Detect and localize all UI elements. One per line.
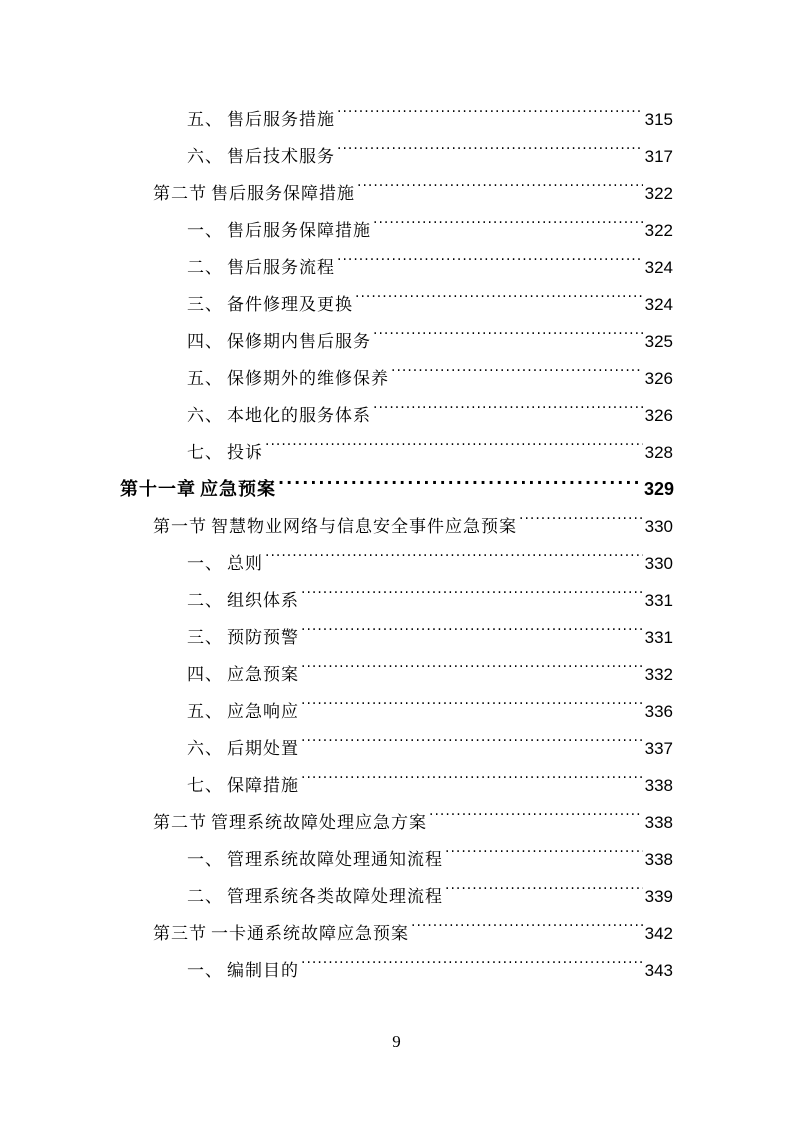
toc-page-number: 343 <box>644 961 673 980</box>
toc-entry-number: 一、 <box>187 850 223 870</box>
toc-leader-dots <box>278 477 642 495</box>
toc-entry[interactable] <box>187 619 673 656</box>
toc-entry-title <box>120 471 276 508</box>
toc-page-number: 337 <box>644 739 673 758</box>
toc-entry-label: 应急预案 <box>227 665 299 685</box>
toc-leader-dots <box>445 884 643 902</box>
toc-entry-number: 三、 <box>187 628 223 648</box>
toc-leader-dots <box>301 662 643 680</box>
toc-leader-dots <box>411 921 643 939</box>
toc-entry-number: 一、 <box>187 961 223 981</box>
toc-leader-dots <box>301 958 643 976</box>
toc-entry[interactable] <box>153 804 673 841</box>
toc-page-number: 330 <box>644 517 673 536</box>
toc-page-number: 324 <box>644 258 673 277</box>
toc-entry[interactable] <box>187 249 673 286</box>
toc-entry[interactable] <box>187 693 673 730</box>
toc-entry[interactable] <box>187 212 673 249</box>
toc-page-number: 330 <box>644 554 673 573</box>
toc-page-number: 322 <box>644 221 673 240</box>
toc-entry-number: 五、 <box>187 702 223 722</box>
toc-page-number: 324 <box>644 295 673 314</box>
toc-entry-title <box>187 620 299 657</box>
toc-entry-title <box>187 324 371 361</box>
toc-entry[interactable] <box>187 397 673 434</box>
toc-entry[interactable] <box>187 360 673 397</box>
toc-entry[interactable] <box>187 582 673 619</box>
toc-leader-dots <box>429 810 643 828</box>
toc-entry-label: 保修期外的维修保养 <box>227 369 389 389</box>
toc-entry-title <box>187 213 371 250</box>
toc-entry-number: 第三节 <box>153 924 207 944</box>
toc-entry-number: 六、 <box>187 739 223 759</box>
toc-entry-label: 管理系统故障处理通知流程 <box>227 850 443 870</box>
page-number: 9 <box>392 1032 401 1051</box>
toc-entry-number: 第一节 <box>153 517 207 537</box>
toc-entry-number: 第二节 <box>153 184 207 204</box>
toc-entry[interactable] <box>187 656 673 693</box>
toc-entry-label: 管理系统各类故障处理流程 <box>227 887 443 907</box>
toc-page-number: 331 <box>644 628 673 647</box>
toc-entry-title <box>153 176 355 213</box>
toc-entry-number: 五、 <box>187 369 223 389</box>
toc-entry-label: 应急预案 <box>200 479 276 500</box>
toc-entry-title <box>187 657 299 694</box>
toc-entry[interactable] <box>187 730 673 767</box>
toc-page-number: 339 <box>644 887 673 906</box>
toc-entry-label: 售后服务保障措施 <box>227 221 371 241</box>
toc-leader-dots <box>337 144 643 162</box>
toc-page-number: 325 <box>644 332 673 351</box>
toc-entry-number: 三、 <box>187 295 223 315</box>
toc-entry[interactable] <box>187 952 673 989</box>
toc-entry-label: 智慧物业网络与信息安全事件应急预案 <box>211 517 517 537</box>
toc-entry-number: 七、 <box>187 443 223 463</box>
toc-leader-dots <box>357 181 643 199</box>
toc-entry[interactable] <box>153 915 673 952</box>
toc-leader-dots <box>301 736 643 754</box>
toc-leader-dots <box>337 107 643 125</box>
toc-entry[interactable] <box>187 841 673 878</box>
toc-entry-title <box>187 287 353 324</box>
toc-entry[interactable] <box>187 878 673 915</box>
toc-entry-number: 二、 <box>187 591 223 611</box>
toc-entry[interactable] <box>187 138 673 175</box>
toc-leader-dots <box>445 847 643 865</box>
toc-entry-label: 组织体系 <box>227 591 299 611</box>
toc-entry-number: 二、 <box>187 887 223 907</box>
toc-entry-title <box>187 953 299 990</box>
toc-entry[interactable] <box>187 767 673 804</box>
toc-entry-number: 七、 <box>187 776 223 796</box>
toc-entry-chapter[interactable] <box>120 471 674 508</box>
toc-entry-label: 售后技术服务 <box>227 147 335 167</box>
toc-leader-dots <box>355 292 643 310</box>
toc-leader-dots <box>373 218 643 236</box>
toc-page-number: 326 <box>644 369 673 388</box>
toc-leader-dots <box>337 255 643 273</box>
toc-entry-label: 应急响应 <box>227 702 299 722</box>
toc-entry-label: 管理系统故障处理应急方案 <box>211 813 427 833</box>
toc-entry-number: 第二节 <box>153 813 207 833</box>
toc-entry-title <box>153 509 517 546</box>
toc-leader-dots <box>301 625 643 643</box>
toc-page-number: 315 <box>644 110 673 129</box>
toc-entry[interactable] <box>153 508 673 545</box>
toc-entry-title <box>187 731 299 768</box>
toc-entry-number: 第十一章 <box>120 479 196 500</box>
toc-entry-number: 四、 <box>187 332 223 352</box>
toc-entry-label: 保修期内售后服务 <box>227 332 371 352</box>
toc-entry-title <box>187 768 299 805</box>
toc-entry-title <box>187 435 263 472</box>
toc-leader-dots <box>301 699 643 717</box>
toc-entry-label: 售后服务流程 <box>227 258 335 278</box>
toc-entry[interactable] <box>187 286 673 323</box>
toc-entry-label: 本地化的服务体系 <box>227 406 371 426</box>
toc-entry-number: 一、 <box>187 221 223 241</box>
toc-page-number: 338 <box>644 813 673 832</box>
toc-page-number: 329 <box>643 479 674 499</box>
toc-leader-dots <box>301 588 643 606</box>
toc-entry-title <box>187 398 371 435</box>
toc-entry-title <box>187 250 335 287</box>
toc-entry-label: 预防预警 <box>227 628 299 648</box>
toc-entry-title <box>153 805 427 842</box>
toc-entry[interactable] <box>187 434 673 471</box>
toc-leader-dots <box>373 403 643 421</box>
toc-leader-dots <box>519 514 643 532</box>
toc-leader-dots <box>265 440 643 458</box>
toc-page-number: 338 <box>644 776 673 795</box>
toc-page-number: 338 <box>644 850 673 869</box>
toc-leader-dots <box>265 551 643 569</box>
toc-entry-title <box>187 879 443 916</box>
toc-leader-dots <box>391 366 643 384</box>
toc-entry-label: 售后服务措施 <box>227 110 335 130</box>
toc-page-number: 317 <box>644 147 673 166</box>
toc-entry-label: 总则 <box>227 554 263 574</box>
toc-leader-dots <box>373 329 643 347</box>
toc-entry-label: 售后服务保障措施 <box>211 184 355 204</box>
toc-entry-number: 一、 <box>187 554 223 574</box>
toc-page-number: 322 <box>644 184 673 203</box>
toc-entry-number: 二、 <box>187 258 223 278</box>
toc-entry-label: 编制目的 <box>227 961 299 981</box>
toc-leader-dots <box>301 773 643 791</box>
toc-page-number: 326 <box>644 406 673 425</box>
toc-entry-title <box>187 361 389 398</box>
toc-entry-number: 五、 <box>187 110 223 130</box>
toc-entry-title <box>187 842 443 879</box>
toc-entry[interactable] <box>187 323 673 360</box>
toc-entry-number: 六、 <box>187 147 223 167</box>
toc-entry-number: 六、 <box>187 406 223 426</box>
toc-entry[interactable] <box>187 545 673 582</box>
toc-entry-title <box>187 102 335 139</box>
toc-entry-label: 一卡通系统故障应急预案 <box>211 924 409 944</box>
toc-entry-number: 四、 <box>187 665 223 685</box>
toc-entry[interactable] <box>153 175 673 212</box>
toc-entry-title <box>187 583 299 620</box>
toc-entry-label: 后期处置 <box>227 739 299 759</box>
toc-entry-title <box>153 916 409 953</box>
toc-entry-title <box>187 546 263 583</box>
toc-page-number: 332 <box>644 665 673 684</box>
toc-entry-label: 投诉 <box>227 443 263 463</box>
toc-entry-title <box>187 139 335 176</box>
toc-entry-title <box>187 694 299 731</box>
toc-page-number: 331 <box>644 591 673 610</box>
toc-entry-label: 保障措施 <box>227 776 299 796</box>
toc-page-number: 328 <box>644 443 673 462</box>
toc-page-number: 342 <box>644 924 673 943</box>
toc-entry-label: 备件修理及更换 <box>227 295 353 315</box>
toc-page-number: 336 <box>644 702 673 721</box>
toc-entry[interactable] <box>187 101 673 138</box>
